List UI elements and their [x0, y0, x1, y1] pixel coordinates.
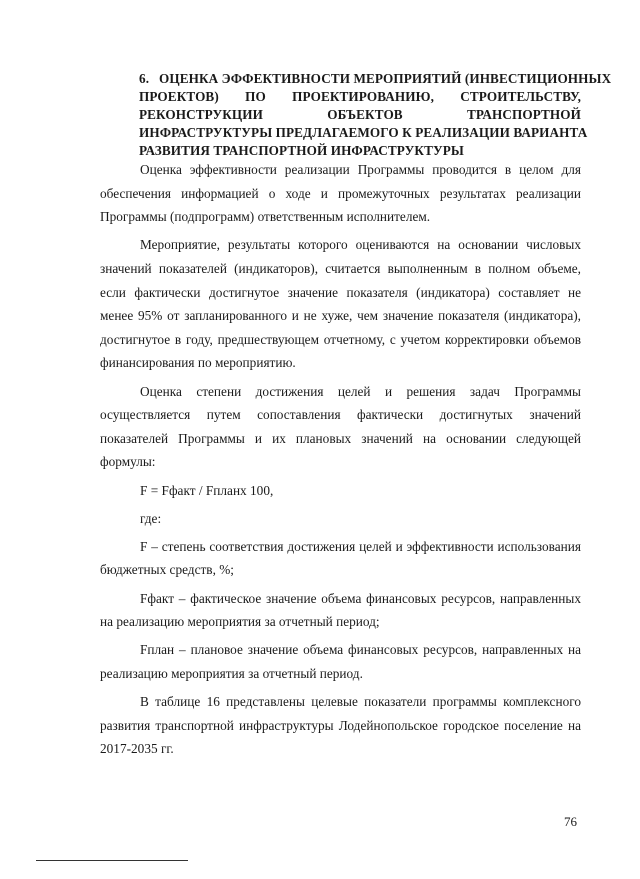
heading-line-3: [139, 106, 581, 124]
heading-word: СТРОИТЕЛЬСТВУ,: [460, 89, 581, 104]
heading-word: ПРОЕКТОВ): [139, 89, 219, 104]
heading-word: РЕКОНСТРУКЦИИ: [139, 107, 263, 122]
heading-line-1: ОЦЕНКА ЭФФЕКТИВНОСТИ МЕРОПРИЯТИЙ (ИНВЕСТИЦИОННЫХ: [159, 71, 612, 86]
where-label: где:: [140, 510, 162, 526]
definition-plan: Fплан – плановое значение объема финансовых ресурсов, направленных на реализацию мероприятия за отчетный период.: [100, 642, 581, 682]
page-number: 76: [564, 814, 577, 829]
paragraph-intro: Оценка эффективности реализации Программы проводится в целом для обеспечения информацией о ходе и промежуточных результатах реализации Программы (подпрограмм) ответственным исполнителем.: [100, 162, 581, 225]
footnote-rule: [36, 860, 188, 861]
definition-f: F – степень соответствия достижения целей и эффективности использования бюджетных средств, %;: [100, 538, 581, 578]
formula: F = Fфакт / Fпланх 100,: [140, 482, 274, 498]
paragraph-table-ref: В таблице 16 представлены целевые показатели программы комплексного развития транспортной инфраструктуры Лодейнопольское городское поселение на 2017-2035 гг.: [100, 694, 581, 757]
heading-word: ТРАНСПОРТНОЙ: [467, 107, 581, 122]
body-text: [100, 158, 581, 766]
paragraph-criteria: Мероприятие, результаты которого оцениваются на основании числовых значений показателей (индикаторов), считается выполненным в полном объеме, если фактически достигнутое значение показателя (индикатора) составляет не менее 95% от запланированного и не хуже, чем значение показателя (индикатора), достигнутое в году, предшествующем отчетному, с учетом корректировки объемов финансирования по мероприятию.: [100, 237, 581, 371]
heading-line-4: ИНФРАСТРУКТУРЫ ПРЕДЛАГАЕМОГО К РЕАЛИЗАЦИИ ВАРИАНТА: [139, 125, 588, 140]
heading-word: ПРОЕКТИРОВАНИЮ,: [292, 89, 434, 104]
heading-word: ПО: [245, 89, 266, 104]
section-number: 6.: [139, 71, 150, 86]
paragraph-method: Оценка степени достижения целей и решения задач Программы осуществляется путем сопоставления фактически достигнутых значений показателей Программы и их плановых значений на основании следующей формулы:: [100, 383, 581, 470]
heading-line-5: РАЗВИТИЯ ТРАНСПОРТНОЙ ИНФРАСТРУКТУРЫ: [139, 143, 464, 158]
heading-word: ОБЪЕКТОВ: [327, 107, 403, 122]
definition-fakt: Fфакт – фактическое значение объема финансовых ресурсов, направленных на реализацию мероприятия за отчетный период;: [100, 590, 581, 630]
heading-line-2: [139, 88, 581, 106]
section-heading: [139, 70, 612, 160]
